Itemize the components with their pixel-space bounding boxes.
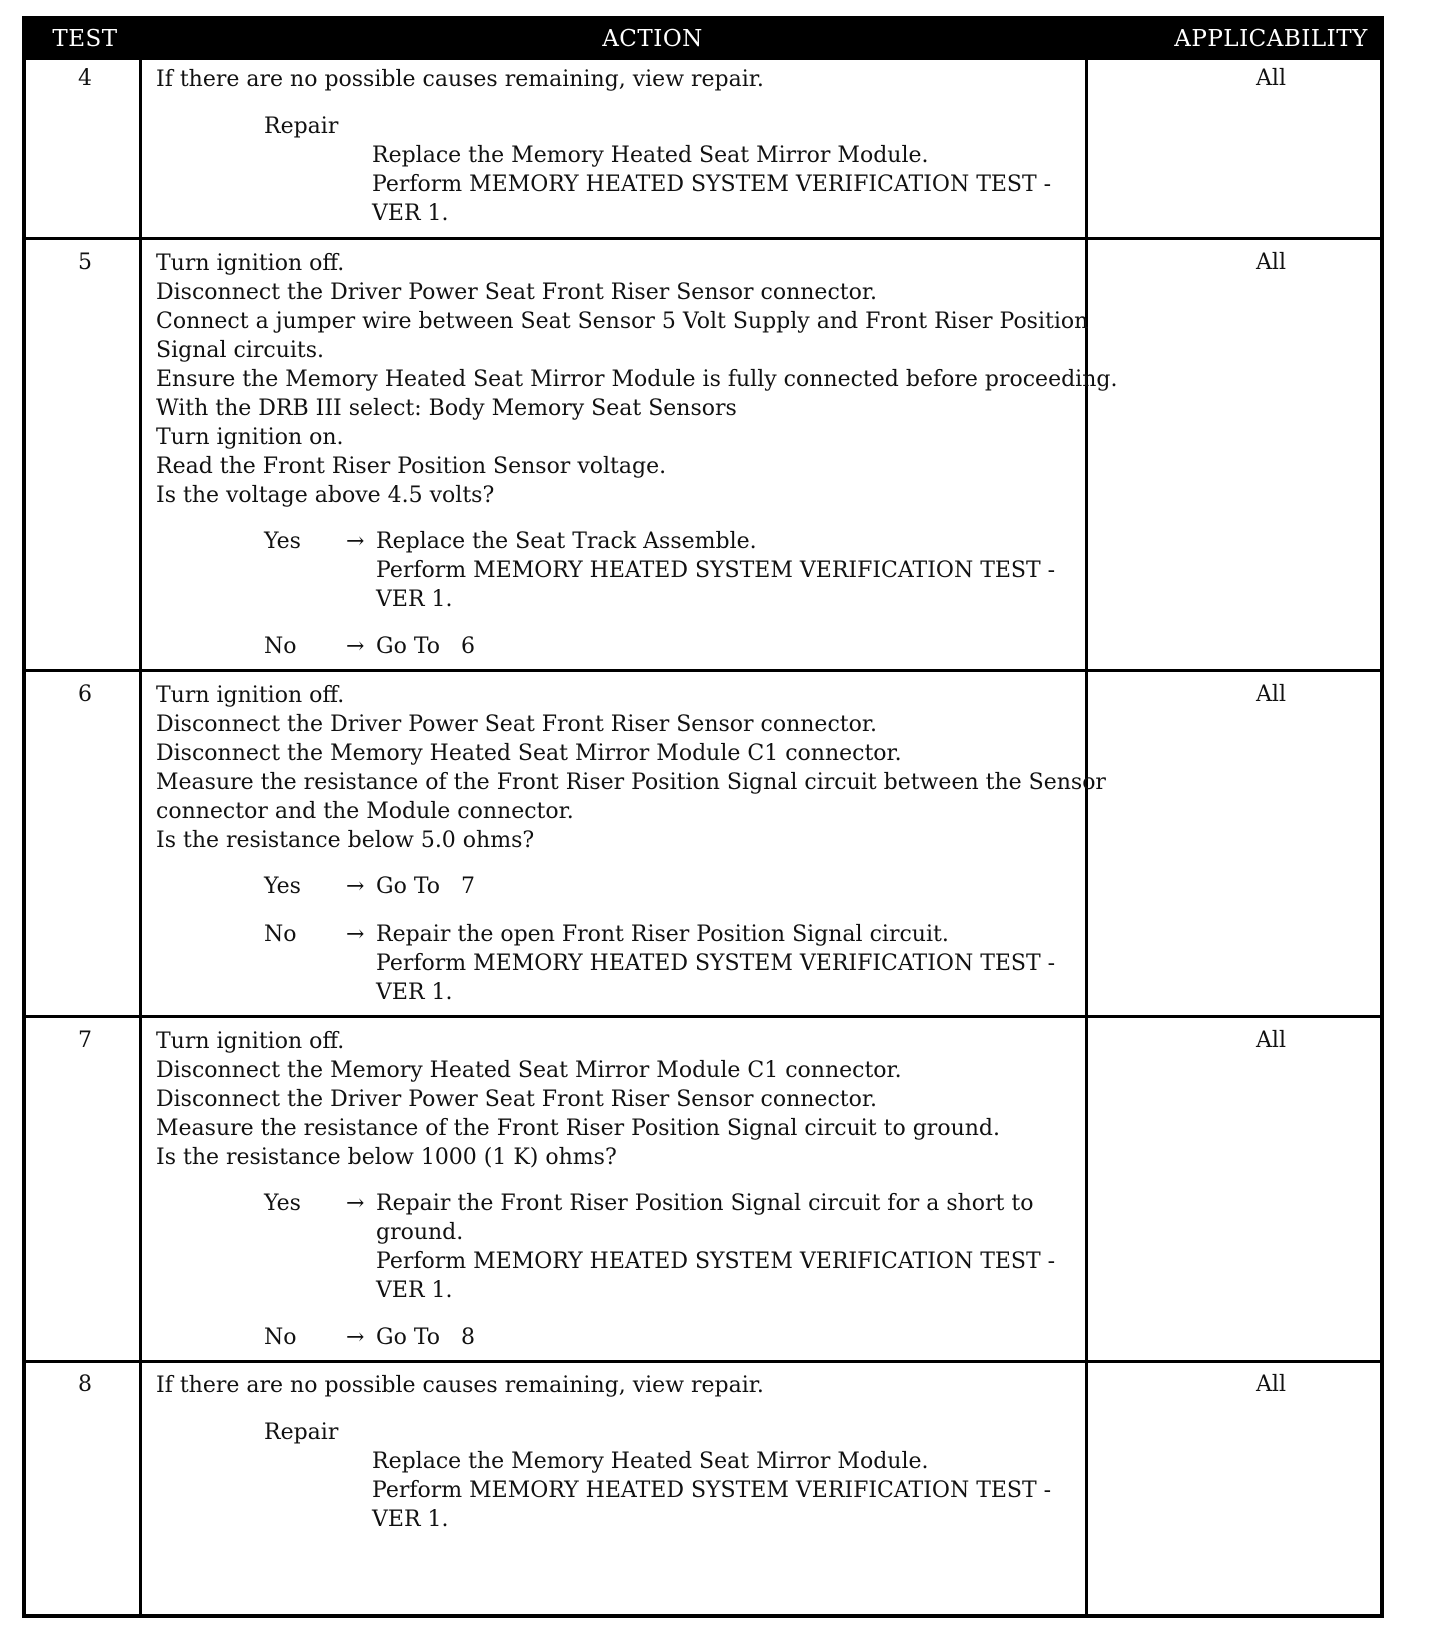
action-step: Is the resistance below 1000 (1 K) ohms?	[156, 1145, 617, 1170]
arrow-icon: →	[346, 529, 365, 554]
action-step: Turn ignition off.	[156, 251, 345, 276]
no-label: No	[264, 922, 297, 947]
arrow-icon: →	[346, 922, 365, 947]
action-step: Turn ignition on.	[156, 425, 344, 450]
arrow-icon: →	[346, 1325, 365, 1350]
yes-result: VER 1.	[376, 587, 453, 612]
test-number: 6	[78, 682, 92, 707]
action-step: With the DRB III select: Body Memory Seat Sensors	[156, 396, 737, 421]
no-result: VER 1.	[376, 980, 453, 1005]
repair-step: VER 1.	[372, 201, 449, 226]
applicability: All	[1256, 250, 1286, 275]
action-step: Signal circuits.	[156, 338, 325, 363]
test-row-7	[26, 1018, 1380, 1360]
yes-result: Perform MEMORY HEATED SYSTEM VERIFICATION TEST -	[376, 1249, 1056, 1274]
action-step: Is the voltage above 4.5 volts?	[156, 483, 495, 508]
yes-result: ground.	[376, 1220, 464, 1245]
arrow-icon: →	[346, 634, 365, 659]
action-step: Disconnect the Driver Power Seat Front Riser Sensor connector.	[156, 1087, 877, 1112]
applicability: All	[1256, 682, 1286, 707]
action-step: Measure the resistance of the Front Riser Position Signal circuit to ground.	[156, 1116, 1000, 1141]
no-result: Go To 6	[376, 634, 475, 659]
header-action: ACTION	[602, 26, 703, 52]
action-step: Is the resistance below 5.0 ohms?	[156, 828, 535, 853]
action-step: Read the Front Riser Position Sensor voltage.	[156, 454, 667, 479]
test-row-5	[26, 240, 1380, 669]
action-step: Turn ignition off.	[156, 683, 345, 708]
no-label: No	[264, 634, 297, 659]
repair-step: Perform MEMORY HEATED SYSTEM VERIFICATION TEST -	[372, 172, 1052, 197]
test-row-4	[26, 60, 1380, 237]
test-number: 4	[78, 66, 92, 91]
applicability: All	[1256, 1028, 1286, 1053]
action-step: Disconnect the Driver Power Seat Front Riser Sensor connector.	[156, 280, 877, 305]
table-header	[26, 20, 1380, 60]
test-row-6	[26, 672, 1380, 1015]
repair-step: VER 1.	[372, 1507, 449, 1532]
repair-label: Repair	[264, 1420, 339, 1445]
test-number: 5	[78, 250, 92, 275]
action-step: If there are no possible causes remaining, view repair.	[156, 67, 764, 92]
diagnostic-test-table	[22, 16, 1384, 1618]
repair-label: Repair	[264, 114, 339, 139]
action-step: Measure the resistance of the Front Riser Position Signal circuit between the Sensor	[156, 770, 1106, 795]
arrow-icon: →	[346, 874, 365, 899]
action-step: Disconnect the Memory Heated Seat Mirror Module C1 connector.	[156, 1058, 902, 1083]
repair-step: Perform MEMORY HEATED SYSTEM VERIFICATION TEST -	[372, 1478, 1052, 1503]
action-step: Ensure the Memory Heated Seat Mirror Module is fully connected before proceeding.	[156, 367, 1118, 392]
yes-result: Perform MEMORY HEATED SYSTEM VERIFICATION TEST -	[376, 558, 1056, 583]
yes-result: Replace the Seat Track Assemble.	[376, 529, 757, 554]
action-step: Connect a jumper wire between Seat Sensor 5 Volt Supply and Front Riser Position	[156, 309, 1089, 334]
yes-result: Repair the Front Riser Position Signal circuit for a short to	[376, 1191, 1034, 1216]
repair-step: Replace the Memory Heated Seat Mirror Module.	[372, 143, 929, 168]
arrow-icon: →	[346, 1191, 365, 1216]
yes-result: Go To 7	[376, 874, 475, 899]
yes-label: Yes	[264, 529, 301, 554]
yes-label: Yes	[264, 1191, 301, 1216]
yes-result: VER 1.	[376, 1278, 453, 1303]
no-label: No	[264, 1325, 297, 1350]
yes-label: Yes	[264, 874, 301, 899]
header-test: TEST	[52, 26, 118, 52]
no-result: Repair the open Front Riser Position Signal circuit.	[376, 922, 949, 947]
repair-step: Replace the Memory Heated Seat Mirror Module.	[372, 1449, 929, 1474]
test-row-8	[26, 1363, 1380, 1618]
header-applicability: APPLICABILITY	[1174, 26, 1368, 52]
test-number: 8	[78, 1372, 92, 1397]
action-step: If there are no possible causes remaining, view repair.	[156, 1373, 764, 1398]
applicability: All	[1256, 66, 1286, 91]
action-step: Disconnect the Driver Power Seat Front Riser Sensor connector.	[156, 712, 877, 737]
applicability: All	[1256, 1372, 1286, 1397]
action-step: connector and the Module connector.	[156, 799, 574, 824]
action-step: Disconnect the Memory Heated Seat Mirror Module C1 connector.	[156, 741, 902, 766]
action-step: Turn ignition off.	[156, 1029, 345, 1054]
no-result: Go To 8	[376, 1325, 475, 1350]
test-number: 7	[78, 1028, 92, 1053]
no-result: Perform MEMORY HEATED SYSTEM VERIFICATION TEST -	[376, 951, 1056, 976]
